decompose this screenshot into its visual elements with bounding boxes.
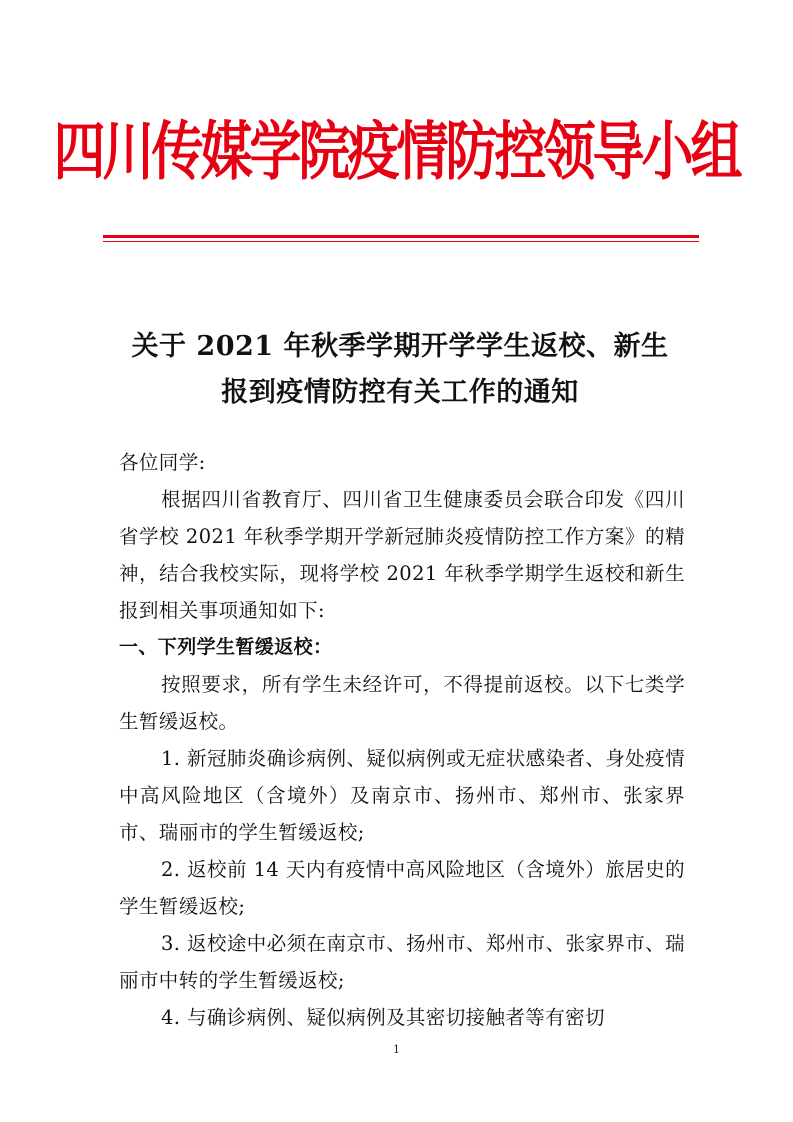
letterhead-rule-thick: [103, 235, 699, 238]
salutation: 各位同学:: [119, 451, 206, 474]
document-body: [119, 444, 685, 1036]
list-item: 3. 返校途中必须在南京市、扬州市、郑州市、张家界市、瑞丽市中转的学生暂缓返校;: [119, 932, 685, 992]
list-item: 1. 新冠肺炎确诊病例、疑似病例或无症状感染者、身处疫情中高风险地区（含境外）及南京市、扬州市、郑州市、张家界市、瑞丽市的学生暂缓返校;: [119, 747, 685, 844]
letterhead-rule-thin: [103, 241, 699, 242]
document-title-line-1: 关于 2021 年秋季学期开学学生返校、新生: [131, 331, 669, 362]
section-intro: 按照要求，所有学生未经许可，不得提前返校。以下七类学生暂缓返校。: [119, 673, 685, 733]
list-item: 4. 与确诊病例、疑似病例及其密切接触者等有密切: [161, 1006, 605, 1029]
list-item: 2. 返校前 14 天内有疫情中高风险地区（含境外）旅居史的学生暂缓返校;: [119, 858, 685, 918]
section-heading: 一、下列学生暂缓返校：: [119, 636, 333, 658]
page-number: 1: [393, 1043, 400, 1056]
letterhead-org-name: 四川传媒学院疫情防控领导小组: [53, 114, 740, 190]
document-title: [100, 324, 700, 416]
body-paragraph: 根据四川省教育厅、四川省卫生健康委员会联合印发《四川省学校 2021 年秋季学期开学新冠肺炎疫情防控工作方案》的精神，结合我校实际，现将学校 2021 年秋季学期学生返校和新生报到相关事项通知如下:: [119, 488, 685, 622]
document-title-line-2: 报到疫情防控有关工作的通知: [221, 377, 579, 408]
